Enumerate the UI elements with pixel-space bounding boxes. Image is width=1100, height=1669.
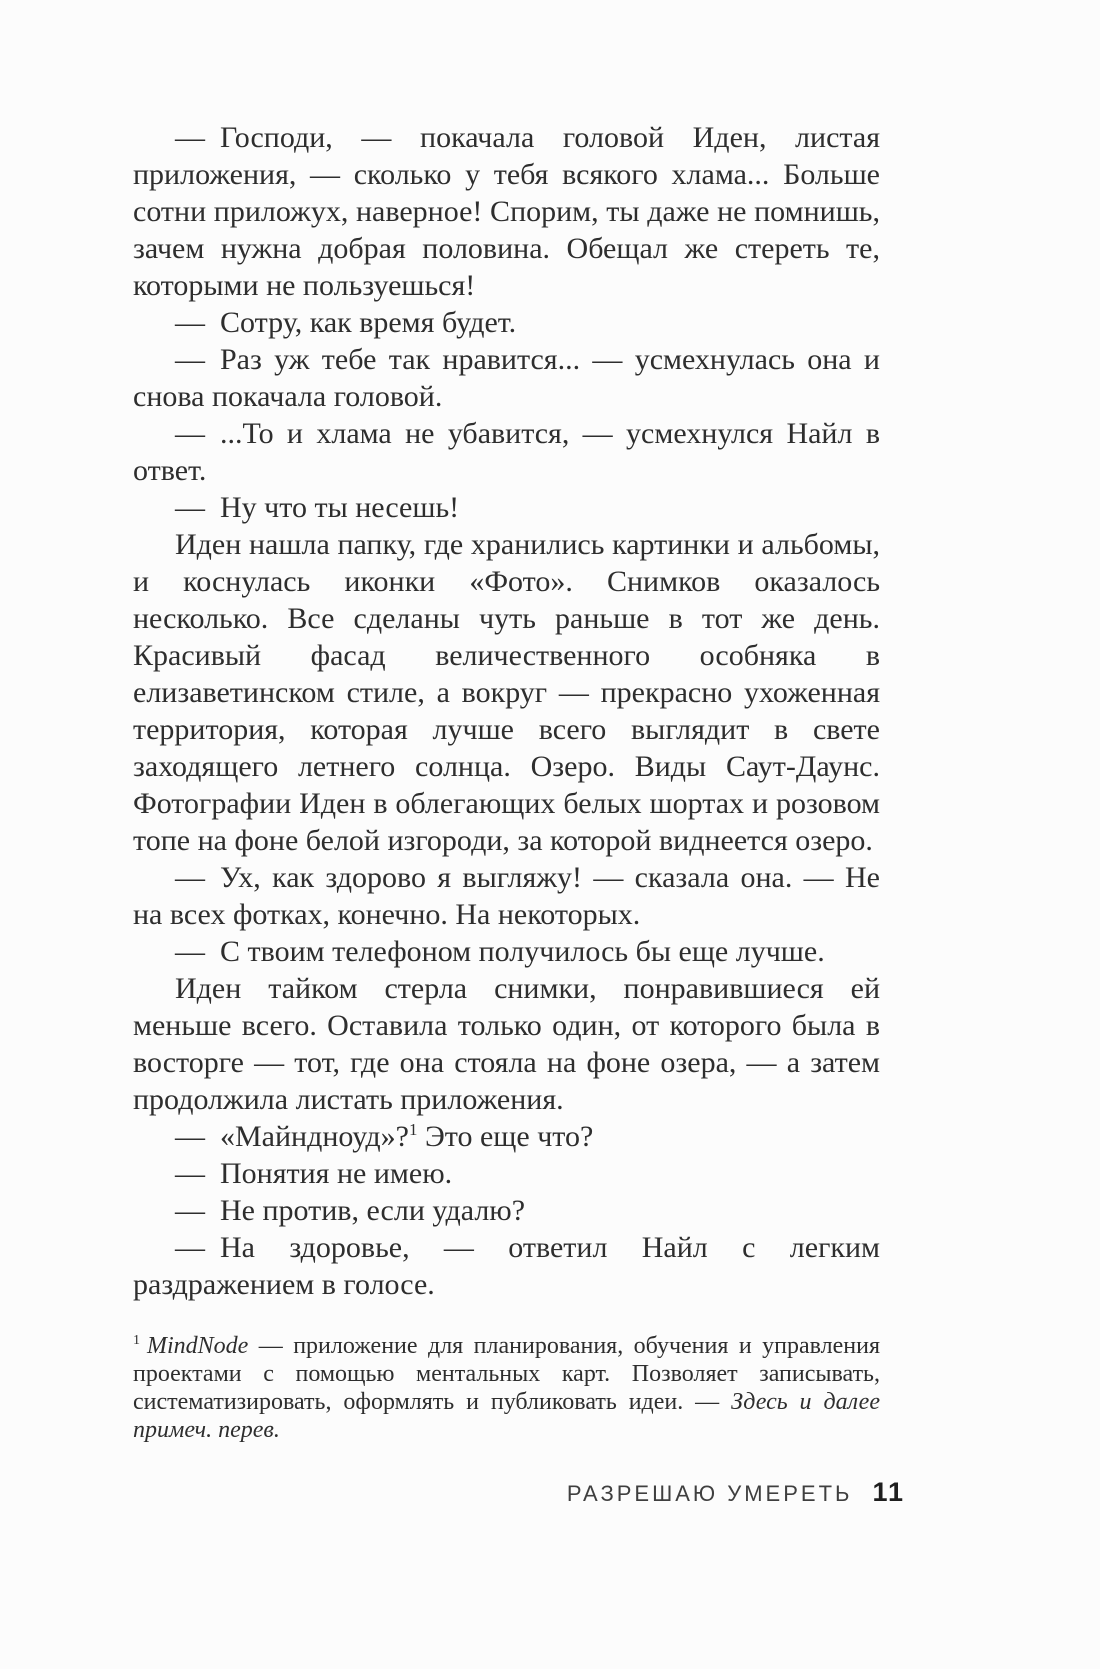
paragraph-dialogue: — Господи, — покачала головой Иден, листая приложения, — сколько у тебя всякого хлама... Больше сотни приложух, наверное! Спорим, ты даже не помнишь, зачем нужна добрая половина. Обещал же стереть те, которыми не пользуешься! xyxy=(133,121,880,302)
paragraph-dialogue-with-footnote-ref xyxy=(133,1118,880,1155)
footnote-reference: 1 xyxy=(408,1120,418,1139)
page-footer xyxy=(133,1477,905,1508)
footnote-term: MindNode xyxy=(147,1333,249,1359)
footnote-marker: 1 xyxy=(133,1333,140,1348)
paragraph-dialogue: — Ух, как здорово я выгляжу! — сказала она. — Не на всех фотках, конечно. На некоторых. xyxy=(133,861,880,931)
footnote-block xyxy=(133,1332,880,1444)
paragraph-dialogue: — На здоровье, — ответил Найл с легким раздражением в голосе. xyxy=(133,1231,880,1301)
paragraph-text: Это еще что? xyxy=(417,1120,594,1153)
paragraph-dialogue: — ...То и хлама не убавится, — усмехнулся Найл в ответ. xyxy=(133,417,880,487)
footnote-definition: — приложение для планирования, обучения и управления проектами с помощью ментальных карт. Позволяет записывать, систематизировать, оформлять и публиковать идеи. — xyxy=(133,1333,880,1415)
paragraph-narrative: Иден тайком стерла снимки, понравившиеся ей меньше всего. Оставила только один, от которого была в восторге — тот, где она стояла на фоне озера, — а затем продолжила листать приложения. xyxy=(133,972,880,1116)
paragraph-dialogue: — Сотру, как время будет. xyxy=(175,306,517,339)
page-body-text xyxy=(133,119,880,1303)
page-number: 11 xyxy=(872,1477,905,1507)
running-title: РАЗРЕШАЮ УМЕРЕТЬ xyxy=(566,1481,853,1506)
paragraph-dialogue: — Раз уж тебе так нравится... — усмехнулась она и снова покачала головой. xyxy=(133,343,880,413)
paragraph-narrative: Иден нашла папку, где хранились картинки и альбомы, и коснулась иконки «Фото». Снимков оказалось несколько. Все сделаны чуть раньше в тот же день. Красивый фасад величественного особняка в елизаветинском стиле, а вокруг — прекрасно ухоженная территория, которая лучше всего выглядит в свете заходящего летнего солнца. Озеро. Виды Саут-Даунс. Фотографии Иден в облегающих белых шортах и розовом топе на фоне белой изгороди, за которой виднеется озеро. xyxy=(133,528,880,857)
footnote-text xyxy=(133,1332,880,1444)
paragraph-dialogue: — С твоим телефоном получилось бы еще лучше. xyxy=(175,935,825,968)
paragraph-dialogue: — Ну что ты несешь! xyxy=(175,491,460,524)
paragraph-text: — «Майндноуд»? xyxy=(175,1120,409,1153)
paragraph-dialogue: — Понятия не имею. xyxy=(175,1157,453,1190)
footnote-attribution: Здесь и далее примеч. перев. xyxy=(133,1389,880,1443)
paragraph-dialogue: — Не против, если удалю? xyxy=(175,1194,526,1227)
